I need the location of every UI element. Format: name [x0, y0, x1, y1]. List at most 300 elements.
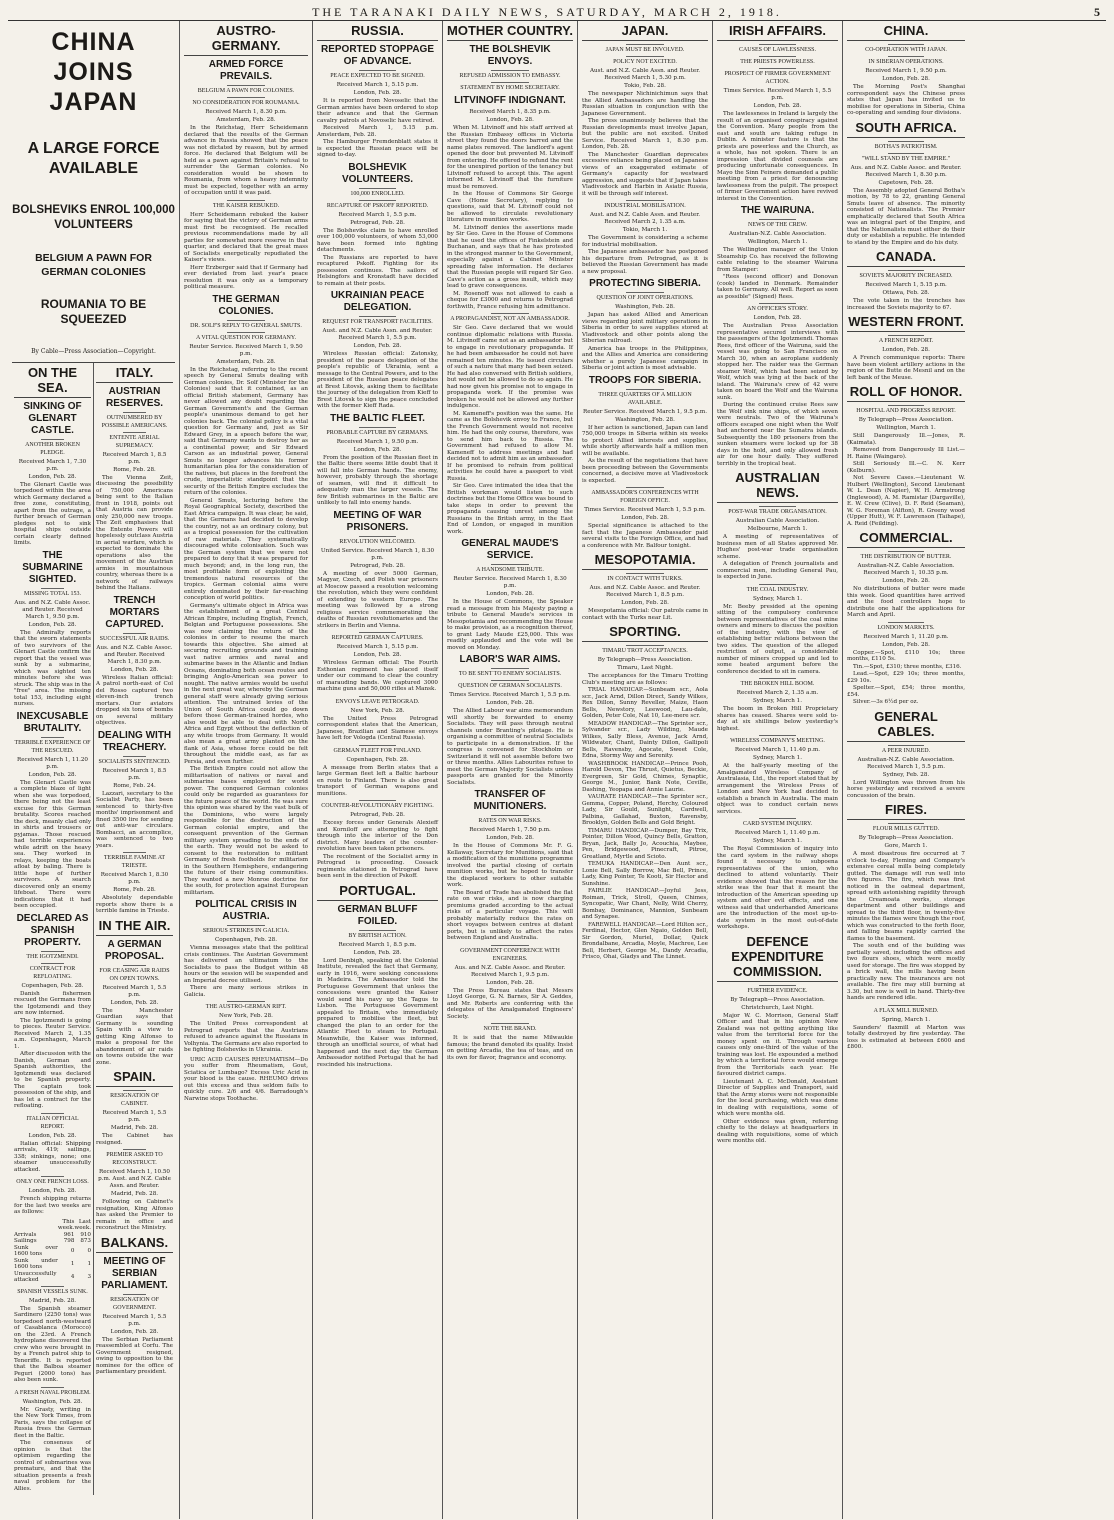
article-paragraph: The Spanish steamer Sardinero (2250 tons) was torpedoed north-westward of Casablanca (Morocco) on the 23rd. A French hydroplane discovered the crew who were brought in by a French patrol ship to Teneriffe. It is reported that the Balboa steamer Peguri (2000 tons) has also been sunk. [14, 1305, 91, 1383]
article-body [317, 660, 438, 693]
article-dateline: London, Feb. 28. [110, 1328, 159, 1335]
article-dateline: Ottawa, Feb. 28. [882, 290, 930, 296]
article-subhead: NOTE THE BRAND. [447, 1023, 573, 1033]
section-title: MOTHER COUNTRY. [447, 23, 573, 41]
table-header-cell [14, 1219, 58, 1232]
article-received: Australian-N.Z. Cable Association. Received March 1, 5.5 p.m. [857, 756, 955, 770]
table-cell: Sailings [14, 1238, 37, 1244]
article-paragraph: Still Seriously Ill.—C. N. Kerr (Kelburn). [847, 461, 965, 474]
article-subhead: INDUSTRIAL MOBILISATION. [582, 200, 708, 210]
columns [8, 21, 1106, 1519]
article-received: Received March 2, 1.35 a.m. [736, 690, 819, 696]
article-subhead: CO-OPERATION WITH JAPAN. [847, 44, 965, 54]
article-received: Received March 1, 11.20 p.m. [863, 633, 949, 640]
article [847, 270, 965, 311]
article-headline: THE SUBMARINE SIGHTED. [22, 549, 83, 585]
article [447, 1023, 573, 1061]
article-paragraph: Sir Geo. Cave intimated the idea that the British workman would listen to such doctrines but the Home Office was bound to take steps in order to prevent the propaganda causing unrest among the Russians in the British army, in the East End of London, or engaged in munition work. [447, 483, 573, 535]
article-paragraph: It is said that the name Milwaukie famous; the brand denoted its quality. Insist on getting Arcadia, the tea of teas, and on its own for flavor, fragrance and economy. [447, 1035, 573, 1061]
article-received: Received March 1, 5.5 p.m. [102, 1110, 167, 1123]
section-title: ROLL OF HONOR. [847, 384, 965, 402]
article-dateline: Christchurch, Last Night. [741, 1004, 814, 1011]
article-received: Received March 1, 9.50 p.m. [865, 68, 947, 74]
article-paragraph: The Board of Trade has abolished the flat rate on war risks, and is now charging premiums graded according to the actual risks of a particular voyage. This will probably materially reduce the rates on short voyages between centres at distant ports, but is unlikely to affect the rates between England and Australia. [447, 889, 573, 941]
article-received: Received March 1, 11.40 p.m. [734, 747, 821, 753]
article-dateline: Washington, Feb. 28. [615, 304, 675, 310]
article-body [14, 780, 91, 910]
article-paragraph: Removed from Dangerously Ill List.—H. Raine (Waingaro). [847, 447, 965, 460]
article-paragraph: Wireless Italian official: A patrol north-east of Col del Rosso captured two eleven-inch trench mortars. Our aviators dropped six tons of bombs on several military objectives. [96, 674, 173, 726]
article-subhead: BELGIUM A PAWN FOR COLONIES. [184, 85, 308, 95]
table-cell: 1 [87, 1260, 91, 1267]
article-received: Australian-N.Z. Cable Association. Received March 1, 10.35 p.m. [857, 563, 955, 576]
article-received: Times Service. Received March 1, 5.5 p.m. [584, 507, 706, 513]
article-paragraph: Saunders' flaxmill at Marton was totally destroyed by fire yesterday. The loss is estimated at between £600 and £800. [847, 1024, 965, 1050]
article-paragraph: "Rees (second officer) and Donovan (cook) landed in Denmark. Remainder taken to Germany. All well. Report as soon as possible" (Signed) Rees. [717, 274, 838, 300]
article-dateline: London, Feb. 28. [486, 700, 534, 706]
article-body [847, 188, 965, 247]
article-subhead: OUTNUMBERED BY POSSIBLE AMERICANS. [96, 412, 173, 430]
article-paragraph: The vote taken in the trenches has increased the Soviets majority to 67. [847, 298, 965, 311]
article-subhead: BY BRITISH ACTION. [317, 930, 438, 940]
article [717, 44, 838, 202]
article-headline: ARMED FORCE PREVAILS. [208, 59, 284, 82]
article-paragraph: During the continued cruise Rees saw the Wolf sink nine ships, of which seven were neutrals. Two of the Wairuna's officers escaped one night when the Wolf had anchored near the Sumatra islands. Subsequently the 180 prisoners from the sunken steamers were locked up for 38 days in the hold, and only allowed fresh air for one hour daily. They suffered terribly in the tropical heat. [717, 402, 838, 467]
article-subhead: 100,000 ENROLLED. [317, 188, 438, 198]
article-subhead: CAUSES OF LAWLESSNESS. [717, 44, 838, 54]
article-body [717, 1013, 838, 1145]
article-paragraph: The Press Bureau states that Messrs Lloyd George, G. N. Barnes, Sir A. Geddes, and Mr. Roberts are conferring with the delegates of the Amalgamated Engineers' Society. [447, 987, 573, 1020]
article-paragraph: Mr. Grasty, writing in the New York Times, from Paris, says the collapse of Russia frees the German fleet in the Baltic. [14, 1406, 91, 1439]
article-dateline: Capetown, Feb. 28. [878, 179, 934, 186]
article-paragraph: TIMARU HANDICAP.—Dumper, Bay Trix, Pointer, Dillon Wood, Quincy Bells, Gratton, Bryan, Jack, Bally Jo, Acouchia, Maybee, Pen, Bridgewood, Pinecraft, Pitroe, Greatland, Myrtle and Scioto. [582, 827, 708, 860]
article-subhead: RESIGNATION OF GOVERNMENT. [96, 1294, 173, 1312]
articles [582, 573, 708, 621]
article-received: Received March 1, 11.40 p.m. [734, 830, 821, 836]
article-paragraph: The Cabinet has resigned. [96, 1133, 173, 1146]
article [582, 278, 708, 372]
article-dateline: Petrograd, Feb. 28. [350, 812, 405, 818]
article-dateline: Madrid, Feb. 28. [110, 1191, 159, 1197]
articles [184, 59, 308, 1102]
table-cell: 3 [87, 1273, 91, 1280]
article-received: Aust. and N.Z. Cable Assn. and Reuter. Received March 1, 5.5 p.m. [322, 328, 433, 341]
article-body [96, 475, 173, 592]
article-body [582, 608, 708, 621]
masthead [8, 4, 1106, 21]
section-title: DEFENCE EXPENDITURE COMMISSION. [717, 934, 838, 982]
section-title: RUSSIA. [317, 23, 438, 41]
article-body [96, 1133, 173, 1146]
table-header-cell: Last week. [74, 1218, 91, 1231]
article-body [96, 1199, 173, 1232]
article-received: Times Service. Received March 1, 5.5 p.m. [723, 88, 832, 101]
article [317, 413, 438, 507]
article-body [184, 125, 308, 197]
article [184, 200, 308, 291]
article-paragraph: Following on Cabinet's resignation, King Alfonso has asked the Premier to remain in office and reconstruct the Ministry. [96, 1199, 173, 1231]
section-title: IN THE AIR. [96, 918, 173, 936]
column-4 [443, 21, 578, 1519]
article-received: Reuter Service. Received March 1, 9.50 p.m. [189, 343, 303, 357]
article-body [96, 791, 173, 850]
article-dateline: London, Feb. 28. [28, 1188, 77, 1194]
article-received: By Telegraph—Press Association. [597, 657, 693, 663]
article [847, 405, 965, 527]
article-dateline: London, Feb. 28. [621, 600, 669, 606]
article [847, 823, 965, 1002]
article-subhead: WIRELESS COMPANY'S MEETING. [717, 735, 838, 745]
article-paragraph: Herr Scheidemann rebuked the kaiser for saying that the victory of German arms must first be recognised. He recalled previous recommendations made by all parties for somewhat more reserve in that quarter, and declared that the great mass of Socialists energetically repudiated the Kaiser's views. [184, 211, 308, 263]
article [847, 44, 965, 117]
article-dateline: Petrograd, Feb. 28. [350, 562, 405, 569]
article-body [447, 599, 573, 651]
article-received: Aust. and N.Z. Cable Assn. and Reuter. Received March 1, 5.30 p.m. [589, 68, 701, 81]
article-received: Received March 1, 11.20 p.m. [17, 756, 88, 770]
article-dateline: Tokio, March 1. [622, 227, 668, 233]
section-title: COMMERCIAL. [847, 530, 965, 548]
article-dateline: London, Feb. 28. [28, 621, 77, 628]
article [14, 550, 91, 708]
column-2 [180, 21, 313, 1519]
article-body [317, 765, 438, 798]
table-cell: 873 [80, 1238, 91, 1244]
article [717, 506, 838, 581]
article-paragraph: Major W. C. Morrison, General Staff Officer and that in his opinion New Zealand was not getting anything like value from the territorial force for the money spent on it. Through various causes only one-third of the value of the training was lost. He expounded a method by which a territorial force would emerge from the Territorials each year. He favoured district camps. [717, 1012, 838, 1077]
articles [847, 335, 965, 381]
article-paragraph: The United Press Petrograd correspondent states that the American, Japanese, Brazilian and Siamese envoys have left for Vologda (Central Russia). [317, 715, 438, 741]
article-subhead: NEWS OF THE CREW. [717, 219, 838, 229]
article-received: By Telegraph—Press Association. [858, 417, 954, 423]
article-paragraph: Not Severe Cases.—Lieutenant W. Hulbert (Wellington), Second Lieutenant W. L. Dean (Napier), W. H. Armstrong (Inglewood), A. M. Ramistar (Dargaville), E. W. Crew (Clive), D. F. Reid (Seaman), W. G. Foreman (Alfton), R. Greeny wood (Upper Hutt), W. F. Lawrenson (Taihape), A. Reid (Feilding). [847, 475, 965, 527]
article-received: Aus. and N.Z. Cable Assoc. and Reuter. Received March 1, 9.5 p.m. [454, 964, 566, 978]
article-received: Received March 1, 9.50 p.m. [336, 438, 419, 445]
article-headline: DECLARED AS SPANISH PROPERTY. [16, 912, 89, 948]
article-subhead: THREE QUARTERS OF A MILLION AVAILABLE. [582, 389, 708, 407]
article-subhead: FOR CEASING AIR RAIDS ON OPEN TOWNS. [96, 965, 173, 983]
article-paragraph: America has troops in the Philippines, and the Allies and America are considering whether a purely Japanese campaign in Siberia or joint action is most advisable. [582, 345, 708, 371]
article-dateline: London, Feb. 28. [110, 666, 159, 673]
articles [96, 1090, 173, 1232]
articles [447, 44, 573, 1061]
article-subhead: THE AUSTRO-GERMAN RIFT. [184, 1001, 308, 1011]
article-subhead: A PEER INJURED. [847, 745, 965, 755]
article [14, 1286, 91, 1384]
article-headline: MEETING OF SERBIAN PARLIAMENT. [101, 1255, 168, 1291]
article-body [582, 673, 708, 961]
article [317, 904, 438, 1069]
article [717, 818, 838, 931]
article-dateline: Sydney, March 1. [752, 755, 803, 761]
article-subhead: POLICY NOT EXCITED. [582, 56, 708, 66]
article-body [717, 706, 838, 732]
article-headline: TRANSFER OF MUNITIONERS. [473, 789, 547, 812]
article-body [447, 325, 573, 535]
article-dateline: London, Feb. 28. [28, 771, 77, 778]
article-headline: GENERAL MAUDE'S SERVICE. [461, 538, 559, 561]
article-paragraph: URIC ACID CAUSES RHEUMATISM—Do you suffer from Rheumatism, Gout, Sciatica or Lumbago? Excess Uric Acid in your blood is the cause. RHEUMO drives out this excess and thus seldom fails to quickly cure. 2/6 and 4/6. Barradough's Narwine stops Toothache. [184, 1056, 308, 1102]
article-subhead: PREMIER ASKED TO RECONSTRUCT. [96, 1149, 173, 1167]
article-body [717, 534, 838, 581]
article [317, 745, 438, 798]
article-received: Received March 1, 8.5 p.m. [338, 941, 417, 948]
article-received: Received March 1, 5.15 p.m. [336, 644, 419, 650]
article [317, 800, 438, 880]
article-received: Aus. and N.Z. Cable Assoc. and Reuter. Received March 1, 8.30 p.m. [96, 644, 173, 665]
table-header-row [14, 1219, 91, 1232]
article-headline: AUSTRIAN RESERVES. [105, 385, 164, 409]
article [447, 654, 573, 786]
article [317, 44, 438, 159]
article-body [317, 455, 438, 507]
article-subhead: PROSPECT OF FIRMER GOVERNMENT ACTION. [717, 68, 838, 86]
article-dateline: London, Feb. 28. [110, 999, 159, 1006]
article-paragraph: In the House of Commons, the Speaker read a message from his Majesty paying a tribute to General Maude's services in Mesopotamia and recommending the House to make provision, as a recognition thereof, to grant Lady Maude £25,000. This was readily applauded and the vote will be moved on Monday. [447, 599, 573, 651]
articles [847, 44, 965, 117]
article-headline: THE BALTIC FLEET. [330, 412, 425, 424]
article-body [317, 571, 438, 630]
article-dateline: London, Feb. 28. [28, 473, 77, 480]
article-subhead: ITALIAN OFFICIAL REPORT. [14, 1113, 91, 1131]
article [847, 551, 965, 619]
article-paragraph: The Japanese ambassador has postponed his departure from Petrograd, as it is believed the Russian Government has made a new proposal. [582, 249, 708, 275]
articles [717, 506, 838, 931]
article-paragraph: The British Empire could not allow the militarisation of natives or naval and submarine bases employed for world power. The conquered German colonies could only be regarded as guarantees for the future peace of the world. He was sure this opinion was shared by the vast bulk of the Dominions, who were largely responsible for the destruction of the German colonial empire, and the consequent prevention of the German military system spreading to the ends of the earth. They would not be asked to consent to the restoration to militant Germany of fresh footholds for militarism in the Southern Hemisphere, endangering the future of their rising communities. They wanted a new Monroe doctrine for the south, for protection against European militarism. [184, 766, 308, 896]
article-paragraph: Danish fishermen rescued the Germans from the Igotzmendi and they are now interned. [14, 990, 91, 1016]
column-1 [8, 21, 180, 1519]
article-body [14, 1196, 91, 1216]
article-paragraph: The Hamburger Fremdenblatt states it is expected the Russian peace will be signed to-day. [317, 139, 438, 158]
article-body [96, 675, 173, 727]
article-subhead: JAPAN MUST BE INVOLVED. [582, 44, 708, 54]
article-subhead: QUESTION OF GERMAN SOCIALISTS. [447, 680, 573, 690]
article-paragraph: M. Litvinoff denies the assertions made by Sir Geo. Cave in the House of Commons that he used the offices of Finkelstein and Buchanan, and says that he has protested in the strongest manner to the Government, especially against a Cabinet Minister spreading false information. He declares that the Russian people will regard Sir Geo. Cave's action as a gross insult, which may lead to grave consequences. [447, 224, 573, 289]
article-paragraph: Mr. Beeby presided at the opening sitting of the compulsory conference between representatives of the coal mine owners and miners to discuss the position of the industry, with the view of establishing better relations between the two sides. The question of the alleged restriction of output, a considerable number of miners cropped up and led to some heated argument before the conference decided to sit in camera. [717, 603, 838, 675]
article-paragraph: M. Rosenoff was not allowed to cash a cheque for £3000 and returns to Petrograd forthwith, France refusing him admittance. [447, 290, 573, 310]
article-paragraph: Absolutely dependable reports show there is a terrible famine in Trieste. [96, 895, 173, 914]
article-paragraph: The Manchester Guardian says that Germany is sounding Spain with a view to getting King Alfonso to make a proposal for the abandonment of air raids on towns outside the war zone. [96, 1007, 173, 1066]
article-received: Aus. and N.Z. Cable Assoc. and Reuter. Received March 1, 8.30 p.m. [850, 164, 962, 178]
byline: By Cable—Press Association—Copyright. [31, 348, 156, 355]
article-received: Reuter Service. Received March 1, 9.5 p.m. [583, 408, 707, 415]
section-title: CANADA. [847, 249, 965, 267]
article [14, 401, 91, 547]
article-paragraph: When M. Litvinoff and his staff arrived at the Russian Embassy offices in Victoria street they found the doors barred and the name plates removed. The landlord's agent opened the door but prevented M. Litvinoff from entering. He offered to refund the rent for the unexpired portion of the tenancy but Litvinoff refused to accept this. The agent informed M. Litvinoff that the furniture must be removed. [447, 125, 573, 190]
section-title: BALKANS. [96, 1235, 173, 1253]
article [317, 632, 438, 693]
article [96, 386, 173, 592]
table-row [14, 1258, 91, 1271]
article-paragraph: A French communique reports: There have been violent artillery actions in the region of the Butte de Mesnil and on the left bank of the Meuse. [847, 355, 965, 381]
article-body [317, 716, 438, 742]
article-body [582, 523, 708, 549]
article-received: Aus. and N.Z. Cable Assoc. and Reuter. Received March 1, 8.5 p.m. [589, 585, 701, 598]
article-body [582, 425, 708, 485]
article [96, 1090, 173, 1146]
article-paragraph: WASHBROOK HANDICAP.—Prince Pooh, Harold Devon, The Thrust, Quietus, Beckie, Evergreen, Sir Gold, Chimes, Synaptic, George M., Junior, Bank Note, Ceville, Dashing, Yeopapa and Annie Laurie. [582, 760, 708, 793]
article-dateline: London, Feb. 28. [353, 446, 402, 453]
articles [582, 44, 708, 549]
section-title: PORTUGAL. [317, 883, 438, 901]
article-body [447, 125, 573, 310]
article-received: Times Service. Received March 1, 5.5 p.m. [449, 692, 571, 698]
articles-2 [14, 1286, 91, 1493]
headline-4: BELGIUM A PAWN FOR GERMAN COLONIES [35, 252, 152, 278]
article-subhead: A PROPAGANDIST, NOT AN AMBASSADOR. [447, 313, 573, 323]
table-cell: 0 [70, 1247, 75, 1254]
article-body [317, 351, 438, 410]
article-paragraph: General Smuts, lecturing before the Royal Geographical Society, described the East Africa campaign. It was clear, he said, that the Germans had decided to develop the country, not as an ordinary colony, but as a tropical possession for the cultivation of raw materials. They systematically discouraged white colonisation. Such was the German system that we were not prepared to deny that it was prepared for much beyond; and, in the long run, the most profitable form of exploiting the tremendous natural resources of the tropics. German colonial aims were entirely dominated by their far-reaching conception of world politics. [184, 497, 308, 601]
article-dateline: New York, Feb. 28. [350, 707, 405, 714]
article-dateline: Petrograd, Feb. 28. [350, 219, 405, 226]
article-subhead: THE PRIESTS POWERLESS. [717, 56, 838, 66]
article-body [847, 586, 965, 619]
article [96, 730, 173, 850]
article-body [847, 298, 965, 311]
article-subhead: ENTENTE AERIAL SUPREMACY. [96, 432, 173, 450]
column-6 [713, 21, 843, 1519]
article-body [14, 1407, 91, 1493]
article-paragraph: The Assembly adopted General Botha's motion, by 78 to 22, granting General Smuts leave of absence. The minority consisted of Nationalists. The Premier emphatically declared that South Africa was an integral part of the Empire, and that the Nationalists must either do their duty or establish a republic. He intended to stand by the Empire and do his duty. [847, 187, 965, 246]
article-headline: GERMAN BLUFF FOILED. [337, 903, 418, 927]
table-cell: 0 [87, 1247, 91, 1254]
article-body [14, 991, 91, 1110]
article-paragraph: The acceptances for the Timaru Trotting Club's meeting are as follows: [582, 673, 708, 686]
column-7 [843, 21, 969, 1519]
article-dateline: Spring, March 1. [881, 1016, 931, 1023]
article-paragraph: Excesy forces under Generals Alexieff and Korniloff are attempting to fight through into the interior of the Don district. Many leaders of the counter-revolution have been taken prisoners. [317, 820, 438, 852]
article-received: Received March 1, 5.5 p.m. [102, 1313, 167, 1327]
article-dateline: Gore, March 1. [884, 843, 928, 849]
shipping-table [14, 1219, 91, 1284]
article-paragraph: Lead.—Spot, £29 10s; three months, £29 10s. [847, 671, 965, 684]
article [447, 95, 573, 310]
article-received: Received March 1, 8.5 p.m. [102, 451, 167, 465]
article [582, 375, 708, 485]
article-headline: TROOPS FOR SIBERIA. [588, 374, 702, 386]
article-subhead: THE KAISER REBUKED. [184, 200, 308, 210]
article-dateline: London, Feb. 28. [486, 979, 534, 986]
article-received: Received March 1, 5.5 p.m. [102, 984, 167, 998]
article-body [184, 367, 308, 897]
article-paragraph: Lord Denbigh, speaking at the Colonial Institute, revealed the fact that Germany, early in 1916, were seeking concessions in Madeira. The Ambassador told the Portuguese Government that unless the concessions were granted the Kaiser would send his navy up the Tagus to Lisbon. The Portuguese Government appealed to Britain, who immediately prepared to mobilise the fleet, but changed the plan to an order for the Atlantic Fleet to steam to Portugal. Meanwhile, the Kaiser was informed, through an unofficial source, of what had happened and the next day the German Ambassador notified Portugal that he had rescinded his instructions. [317, 957, 438, 1068]
article-subhead: CONTRACT FOR REFLOATING. [14, 963, 91, 981]
article-paragraph: Germany's ultimate object in Africa was the establishment of a great Central African Empire, including English, French, Belgian and Portuguese possessions. She was now claiming the return of the colonies in order to resume the march towards this objective. She aimed at securing recruiting grounds and training vast native armies and naval and submarine bases in the Atlantic and Indian Oceans, dominating both ocean routes and bringing Anglo-American sea power to nought. The native armies would be useful in the next great war, whereby the German general staff were already giving serious attention. The untrained levies of the Union of South Africa could go down before those German-trained hordes, who also would be able to deal with North Africa and Egypt without the deflection of any white troops from Germany. It would also mean a great army planted on the flank of Asia, whose force could be felt throughout the middle east, as far as Persia, and even further. [184, 602, 308, 765]
article-dateline: Amsterdam, Feb. 28. [216, 117, 276, 123]
article [717, 735, 838, 815]
article-paragraph: The boom in Broken Hill Proprietary shares has ceased. Shares were sold to-day at six shillings below yesterday's highest. [717, 706, 838, 732]
article-paragraph: Silver.—3s 6½d per oz. [853, 699, 919, 705]
article [847, 1005, 965, 1051]
article-subhead: FURTHER EVIDENCE. [717, 985, 838, 995]
section-title: GENERAL CABLES. [847, 709, 965, 742]
article [582, 487, 708, 549]
table-header-cell: This week. [57, 1218, 75, 1231]
article-paragraph: The United Press correspondent at Petrograd reports that the Austrians refused to advance against the Russians in Volhynia. The Germans are also reported to be fighting Bolsheviks in Ukrainia. [184, 1021, 308, 1053]
article-paragraph: The newspaper Nichinichimun says that the Allied Ambassadors are handling the Russian situation in conjunction with the Japanese Government. [582, 91, 708, 117]
article [717, 205, 838, 300]
article-paragraph: The Serbian Parliament reassembled at Corfu. The Government resigned, owing to opposition to the nominee for the office of parliamentary president. [96, 1336, 173, 1375]
headline-2: A LARGE FORCE AVAILABLE [27, 140, 160, 177]
articles [847, 405, 965, 527]
article-subhead: LONDON MARKETS. [847, 622, 965, 632]
article-paragraph: The Government is considering a scheme for industrial mobilisation. [582, 235, 708, 248]
section-title: ITALY. [96, 365, 173, 383]
article-dateline: London, Feb. 28. [486, 835, 534, 841]
article-body [847, 1025, 965, 1051]
article-received: Received March 1, 8.30 p.m. [205, 109, 287, 115]
article-paragraph: At the half-yearly meeting of the Amalgamated Wireless Company of Australasia, Ltd., the report stated that by arrangement the Wireless Press of London and New York had decided to establish a branch in Australia. The main object was to conduct certain news services. [717, 763, 838, 815]
article-headline: A GERMAN PROPOSAL. [105, 938, 164, 962]
article-headline: THE GERMAN COLONIES. [212, 293, 280, 317]
article [717, 678, 838, 732]
article-dateline: Copenhagen, Feb. 28. [346, 756, 409, 763]
articles [717, 44, 838, 467]
article-subhead: QUESTION OF JOINT OPERATIONS. [582, 292, 708, 302]
section-title: JAPAN. [582, 23, 708, 41]
article-paragraph: MEADOW HANDICAP.—The Sprinter scr., Sylvander scr., Lady Wilding, Maude Wilkes, Sally Bless, Avenue, Jack Arnd, Wildwater, Chant, Dainty Dillon, Gallipoli Bells, Ravensby, Agocate, Sweet Cole, Edna, Stormy Way and Serenity. [582, 720, 708, 759]
article-paragraph: TRIAL HANDICAP.—Sunbeam scr., Aola scr., Jack Arnd, Dillon Direct, Sandy Wilkes, Rex Dillon, Sunny Reveller, Maize, Haon Bells, Newstory, Leewood, Lau-dale, Golden, Peter Cole, Nat 10, Lee-mere scr. [582, 687, 708, 719]
article-dateline: London, Feb. 28. [882, 76, 930, 82]
article-subhead: THE IGOTZMENDI. [14, 951, 91, 961]
article-dateline: London, Feb. 28. [882, 641, 930, 648]
article-paragraph: The lawlessness in Ireland is largely the result of an organised conspiracy against the Convention. Many people from the east and south are taking refuge in Dublin. A minister feature is that the priests are powerless and the Church, as a whole, has not spoken. There is an impression that divided counsels are producing unfortunate consequences. In Mayo the Sinn Feiners demanded a public meeting from a priest for denouncing lawlessness from the pulpit. The prospect of firmer Government action have revived interest in the Convention. [717, 111, 838, 202]
article-dateline: Sydney, Feb. 28. [882, 771, 930, 778]
article-paragraph: A delegation of French journalists and commercial men, including General Pau, is expected in June. [717, 561, 838, 580]
article [582, 200, 708, 275]
section-title: IRISH AFFAIRS. [717, 23, 838, 41]
column-5 [578, 21, 713, 1519]
article [96, 595, 173, 727]
article-subhead: SOCIALISTS SENTENCED. [96, 756, 173, 766]
article-body [847, 851, 965, 1002]
section-title: SPAIN. [96, 1069, 173, 1087]
article-subhead: IN CONTACT WITH TURKS. [582, 573, 708, 583]
article-received: By Telegraph—Press Association. [858, 835, 954, 841]
article-dateline: Madrid, Feb. 28. [28, 1297, 77, 1304]
table-cell: Unsuccessfully attacked [14, 1270, 57, 1283]
article-paragraph: Wireless German official: The Fourth Esthonian regiment has placed itself under our command to clear the country of marauding bands. We captured 3000 machine guns and 50,000 rifles at Mansk. [317, 660, 438, 692]
article-headline: SINKING OF GLENART CASTLE. [23, 400, 82, 436]
articles [96, 386, 173, 915]
article-body [717, 604, 838, 676]
article-received: Received March 1, 7.30 p.m. [18, 458, 87, 472]
article-dateline: London, Feb. 28. [486, 591, 534, 597]
article-dateline: Sydney, March 1. [752, 838, 803, 844]
articles [847, 141, 965, 247]
article [96, 939, 173, 1067]
article [317, 290, 438, 410]
table-cell: 910 [80, 1231, 91, 1238]
article-paragraph: Still Dangerously Ill.—Jones, R. (Kaimata). [847, 433, 965, 446]
table-cell: 961 [63, 1231, 75, 1238]
article-dateline: Wellington, March 1. [876, 425, 936, 431]
article-body [847, 433, 965, 527]
article-paragraph: French shipping returns for the last two weeks are as follows: [14, 1196, 91, 1215]
article-body [14, 630, 91, 708]
article-paragraph: The Igotzmendi is going to pieces. Reuter Service. Received March 2, 1.35 a.m. Copenhagen, March 1. [14, 1017, 91, 1050]
article-paragraph: The Morning Post's Shanghai correspondent says the Chinese press states that Japan has invited us to mobilise for operations in Siberia, China co-operating and sending four divisions. [847, 84, 965, 116]
article-paragraph: Special significance is attached to the fact that the Japanese Ambassador paid several visits to the Foreign Office, and had a conference with Mr. Balfour tonight. [582, 523, 708, 549]
article [582, 573, 708, 621]
article-paragraph: The Admiralty reports that the sworn statements of two survivors of the Glenart Castle confirm the report that the vessel was sunk by a submarine, which was sighted ten minutes before she was struck. The ship was in the "free" area. The missing total 153, including eight nurses. [14, 629, 91, 707]
article-paragraph: The Manchester Guardian deprecates excessive reliance being placed on Japanese views of an exaggerated estimate of Germany's capacity for westward aggression, and suggests that if Japan takes Vladivostock and Harbin in Asiatic Russia, it will be through self interest. [582, 151, 708, 197]
article-paragraph: The Wellington manager of the Union Steamship Co. has received the following cable relating to the steamer Wairuna from Stamper: [717, 247, 838, 273]
shipping-table-body [14, 1219, 91, 1284]
article-paragraph: Wireless Russian official: Zatonsky, president of the peace delegation of the people's republic of Ukrainia, sent a message to the Central Powers, and to the president of the Russian peace delegates at Brest Litovsk, asking them to facilitate the journey of the delegation from Kieff to Brest Litovsk to sign the peace concluded with the former Kieff Rada. [317, 351, 438, 409]
article-subhead: CARD SYSTEM INQUIRY. [717, 818, 838, 828]
articles [96, 939, 173, 1067]
